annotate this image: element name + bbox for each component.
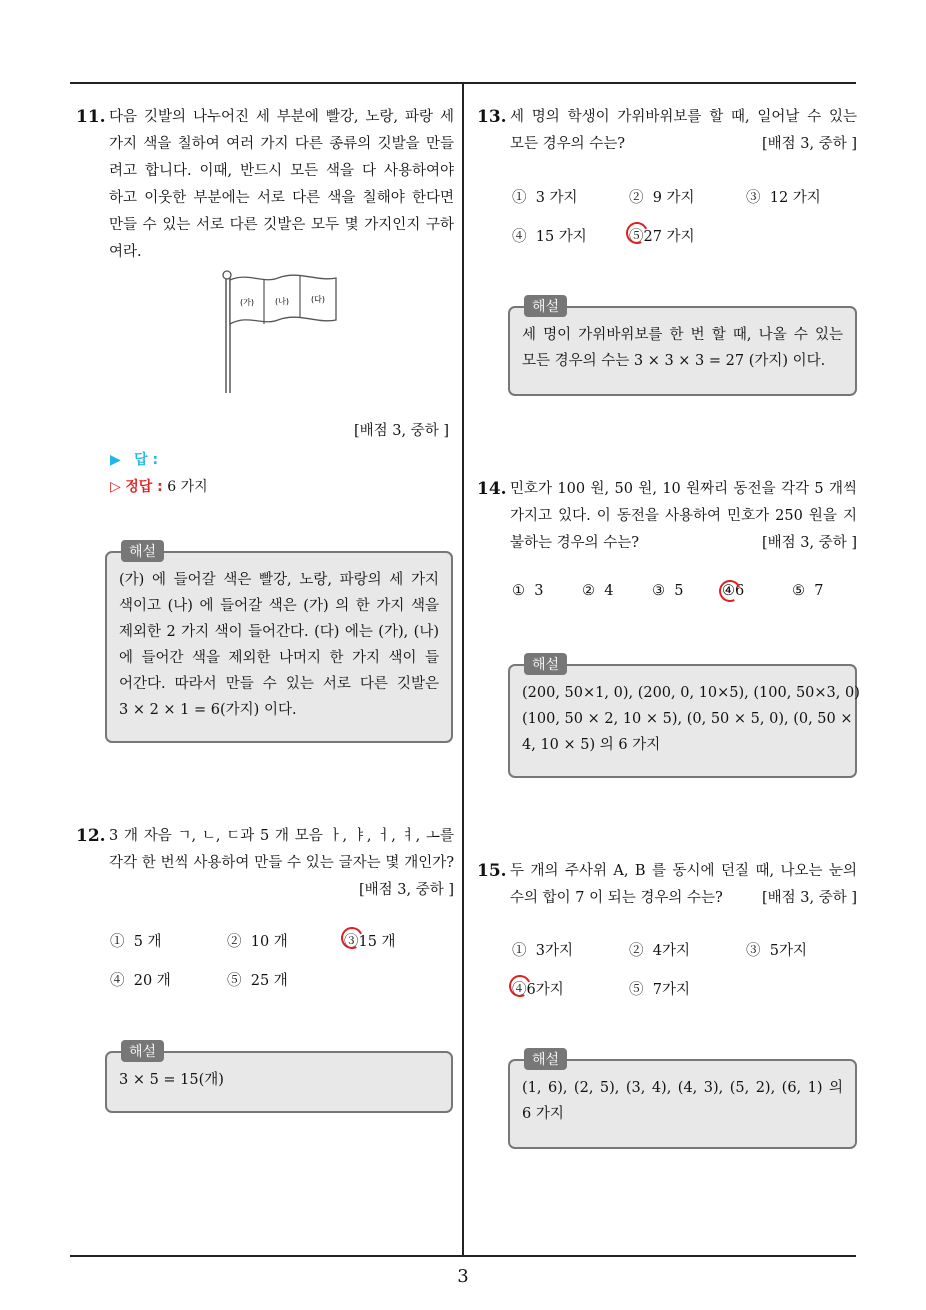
choice-2[interactable]: ② 10 개 [227, 934, 288, 950]
choice-1[interactable]: ① 3가지 [512, 943, 573, 959]
flag-label-na: (나) [275, 297, 289, 306]
question-15 [477, 858, 857, 912]
solution-line: 에 들어간 색을 제외한 나머지 한 가지 색이 들 [119, 650, 439, 666]
solution-tag: 해설 [524, 1048, 567, 1070]
answer-row [110, 449, 158, 469]
question-text-line: 각각 한 번씩 사용하여 만들 수 있는 글자는 몇 개인가? [109, 855, 454, 871]
question-text-line: 여라. [109, 244, 142, 260]
question-13 [477, 104, 857, 158]
choice-1[interactable]: ① 3 가지 [512, 190, 578, 206]
question-text-line: 민호가 100 원, 50 원, 10 원짜리 동전을 각각 5 개씩 [510, 481, 857, 497]
question-text-line: 불하는 경우의 수는? [510, 535, 640, 551]
choice-5[interactable]: ⑤27 가지 [629, 225, 695, 246]
solution-line: 3 × 5 = 15(개) [119, 1072, 224, 1088]
question-14 [477, 476, 857, 557]
question-text-line: 3 개 자음 ㄱ, ㄴ, ㄷ과 5 개 모음 ㅏ, ㅑ, ㅓ, ㅕ, ㅗ를 [109, 828, 454, 844]
solution-tag: 해설 [524, 653, 567, 675]
solution-box-12 [105, 1044, 453, 1113]
question-number: 14. [477, 479, 507, 499]
question-11 [76, 104, 454, 266]
question-number: 15. [477, 861, 507, 881]
solution-line: (가) 에 들어갈 색은 빨강, 노랑, 파랑의 세 가지 [119, 572, 439, 588]
solution-box-11 [105, 544, 453, 743]
question-text-line: 모든 경우의 수는? [510, 136, 626, 152]
question-text-line: 세 명의 학생이 가위바위보를 할 때, 일어날 수 있는 [510, 109, 857, 125]
choice-2[interactable]: ② 9 가지 [629, 190, 695, 206]
solution-line: 제외한 2 가지 색이 들어간다. (다) 에는 (가), (나) [119, 624, 439, 640]
question-text-line: 하고 이웃한 부분에는 서로 다른 색을 칠해야 한다면 [109, 190, 454, 206]
solution-tag: 해설 [121, 1040, 164, 1062]
solution-line: (100, 50 × 2, 10 × 5), (0, 50 × 5, 0), (0, 50 × [522, 711, 853, 727]
play-icon: ▶ [110, 452, 121, 468]
choice-3[interactable]: ③ 5 [652, 583, 684, 599]
question-number: 13. [477, 107, 507, 127]
q11-meta: [배점 3, 중하 ] [354, 423, 450, 439]
flag-label-ga: (가) [240, 298, 254, 307]
choice-4[interactable]: ④ 15 가지 [512, 229, 587, 245]
selected-circle-icon [716, 577, 744, 605]
question-text-line: 가지고 있다. 이 동전을 사용하여 민호가 250 원을 지 [510, 508, 857, 524]
choice-4[interactable]: ④6가지 [512, 978, 564, 999]
solution-line: 3 × 2 × 1 = 6(가지) 이다. [119, 702, 297, 718]
bottom-rule [70, 1255, 856, 1257]
choice-1[interactable]: ① 3 [512, 583, 544, 599]
solution-line: 6 가지 [522, 1106, 564, 1122]
question-text-line: 만들 수 있는 서로 다른 깃발은 모두 몇 가지인지 구하 [109, 217, 454, 233]
choice-3[interactable]: ③ 12 가지 [746, 190, 821, 206]
flag-label-da: (다) [311, 295, 325, 304]
choice-5[interactable]: ⑤ 7 [792, 583, 824, 599]
question-text-line: 다음 깃발의 나누어진 세 부분에 빨강, 노랑, 파랑 세 [109, 109, 454, 125]
page-number: 3 [457, 1266, 469, 1287]
question-number: 12. [76, 826, 106, 846]
flag-figure [218, 268, 348, 396]
question-meta: [배점 3, 중하 ] [761, 535, 857, 551]
column-divider [462, 82, 464, 1256]
question-text-line: 두 개의 주사위 A, B 를 동시에 던질 때, 나오는 눈의 [510, 863, 857, 879]
question-12 [76, 823, 454, 904]
question-meta: [배점 3, 중하 ] [358, 882, 454, 898]
solution-tag: 해설 [524, 295, 567, 317]
correct-label: 정답 : [125, 479, 163, 495]
choice-3[interactable]: ③ 5가지 [746, 943, 807, 959]
solution-box-13 [508, 299, 857, 396]
question-text-line: 가지 색을 칠하여 여러 가지 다른 종류의 깃발을 만들 [109, 136, 454, 152]
choice-2[interactable]: ② 4가지 [629, 943, 690, 959]
correct-value: 6 가지 [167, 479, 208, 495]
solution-line: 세 명이 가위바위보를 한 번 할 때, 나올 수 있는 [522, 327, 843, 343]
solution-tag: 해설 [121, 540, 164, 562]
choice-4[interactable]: ④ 20 개 [110, 973, 171, 989]
triangle-outline-icon: ▷ [110, 479, 121, 495]
answer-label: 답 : [134, 452, 159, 468]
question-number: 11. [76, 107, 106, 127]
solution-line: 4, 10 × 5) 의 6 가지 [522, 737, 661, 753]
correct-answer-row [110, 476, 208, 496]
solution-line: (200, 50×1, 0), (200, 0, 10×5), (100, 50×3, 0) [522, 685, 860, 701]
solution-box-14 [508, 657, 860, 778]
question-text-line: 수의 합이 7 이 되는 경우의 수는? [510, 890, 723, 906]
choice-5[interactable]: ⑤ 7가지 [629, 982, 690, 998]
choice-3[interactable]: ③15 개 [344, 930, 396, 951]
solution-line: (1, 6), (2, 5), (3, 4), (4, 3), (5, 2), (6, 1) 의 [522, 1080, 843, 1096]
choice-1[interactable]: ① 5 개 [110, 934, 162, 950]
choice-5[interactable]: ⑤ 25 개 [227, 973, 288, 989]
solution-box-15 [508, 1052, 857, 1149]
choice-2[interactable]: ② 4 [582, 583, 614, 599]
question-text-line: 려고 합니다. 이때, 반드시 모든 색을 다 사용하여야 [109, 163, 454, 179]
solution-line: 색이고 (나) 에 들어갈 색은 (가) 의 한 가지 색을 [119, 598, 439, 614]
question-meta: [배점 3, 중하 ] [761, 890, 857, 906]
choice-4[interactable]: ④6 [722, 583, 744, 599]
solution-line: 모든 경우의 수는 3 × 3 × 3 = 27 (가지) 이다. [522, 353, 826, 369]
question-meta: [배점 3, 중하 ] [761, 136, 857, 152]
solution-line: 어간다. 따라서 만들 수 있는 서로 다른 깃발은 [119, 676, 439, 692]
